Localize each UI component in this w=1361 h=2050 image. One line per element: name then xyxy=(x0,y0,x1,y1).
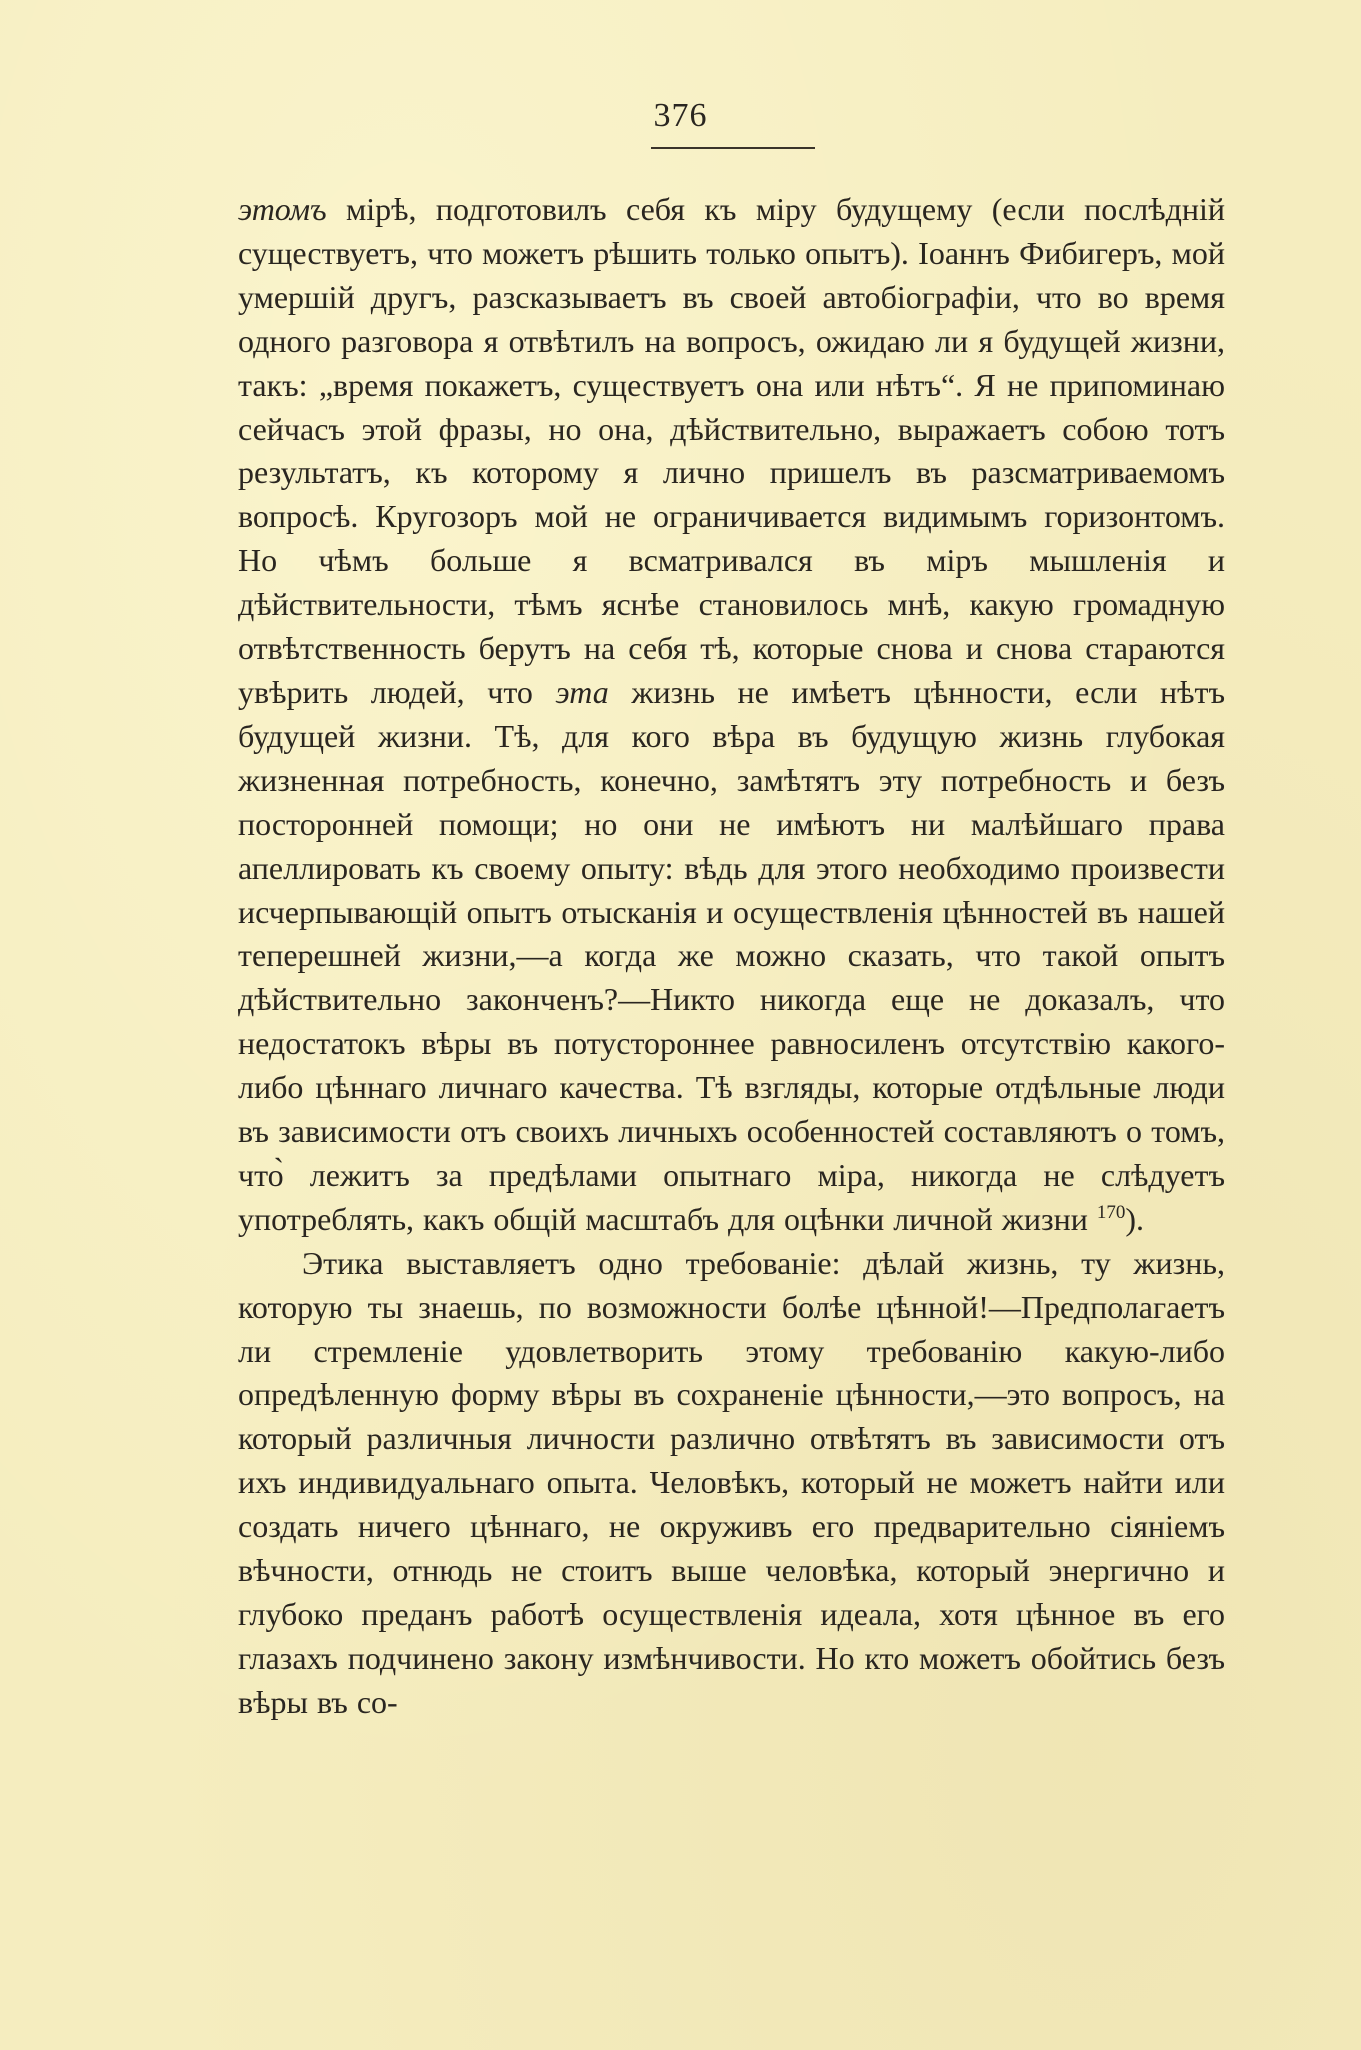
paragraph-1-end: ). xyxy=(1125,1200,1144,1237)
body-text xyxy=(238,188,1225,1725)
page-number: 376 xyxy=(653,97,708,134)
italic-word-this-life: эта xyxy=(555,673,609,710)
footnote-reference[interactable]: 170 xyxy=(1096,1201,1126,1223)
paragraph-1-text-b: жизнь не имѣетъ цѣнности, если нѣтъ будущей жизни. Тѣ, для кого вѣра въ будущую жизнь глубокая жизненная потребность, конечно, замѣтятъ эту потребность и безъ посторонней помощи; но они не имѣютъ ни малѣйшаго права апеллировать къ своему опыту: вѣдь для этого необходимо произвести исчерпывающій опытъ отысканія и осуществленія цѣнностей въ нашей теперешней жизни,—а когда же можно сказать, что такой опытъ дѣйствительно законченъ?—Никто никогда еще не доказалъ, что недостатокъ вѣры въ потустороннее равносиленъ отсутствію какого-либо цѣннаго личнаго качества. Тѣ взгляды, которые отдѣльные люди въ зависимости отъ своихъ личныхъ особенностей составляютъ о томъ, что̀ лежитъ за предѣлами опытнаго міра, никогда не слѣдуетъ употреблять, какъ общій масштабъ для оцѣнки личной жизни xyxy=(238,673,1226,1237)
paragraph-1 xyxy=(238,188,1225,1242)
paragraph-1-text-a: мірѣ, подготовилъ себя къ міру будущему (если послѣдній существуетъ, что можетъ рѣшить только опытъ). Іоаннъ Фибигеръ, мой умершій другъ, разсказываетъ въ своей автобіографіи, что во время одного разговора я отвѣтилъ на вопросъ, ожидаю ли я будущей жизни, такъ: „время покажетъ, существуетъ она или нѣтъ“. Я не припоминаю сейчасъ этой фразы, но она, дѣйствительно, выражаетъ собою тотъ результатъ, къ которому я лично пришелъ въ разсматриваемомъ вопросѣ. Кругозоръ мой не ограничивается видимымъ горизонтомъ. Но чѣмъ больше я всматривался въ міръ мышленія и дѣйствительности, тѣмъ яснѣе становилось мнѣ, какую громадную отвѣтственность берутъ на себя тѣ, которые снова и снова стараются увѣрить людей, что xyxy=(238,191,1225,710)
header-rule xyxy=(651,147,815,149)
italic-word-this: этомъ xyxy=(238,191,327,227)
page-header xyxy=(0,96,1361,136)
paragraph-2: Этика выставляетъ одно требованіе: дѣлай жизнь, ту жизнь, которую ты знаешь, по возможности болѣе цѣнной!—Предполагаетъ ли стремленіе удовлетворить этому требованію какую-либо опредѣленную форму вѣры въ сохраненіе цѣнности,—это вопросъ, на который различныя личности различно отвѣтятъ въ зависимости отъ ихъ индивидуальнаго опыта. Человѣкъ, который не можетъ найти или создать ничего цѣннаго, не окруживъ его предварительно сіяніемъ вѣчности, отнюдь не стоитъ выше человѣка, который энергично и глубоко преданъ работѣ осуществленія идеала, хотя цѣнное въ его глазахъ подчинено закону измѣнчивости. Но кто можетъ обойтись безъ вѣры въ со- xyxy=(238,1244,1225,1720)
